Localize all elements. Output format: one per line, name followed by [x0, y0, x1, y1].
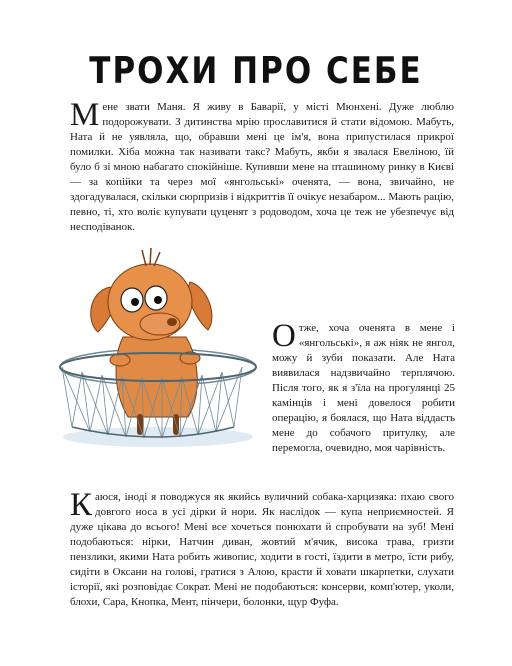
hair-tuft [142, 248, 160, 266]
left-paw [110, 354, 130, 366]
left-pupil [131, 298, 139, 306]
drop-cap: М [70, 97, 100, 133]
paragraph-text: аюся, іноді я поводжуся як якийсь вуличний собака-харцизяка: пхаю свого довгого носа в усі дірки й нори. Як наслідок — купа неприємностей. Я дуже цікава до всього! Мені все хочеться понюхати й спробувати на зуб! Мені подобаються: нірки, Натчин диван, жовтий м'ячик, висока трава, гризти пензлики, якими Ната робить живопис, ходити в гості, їздити в метро, їсти рибу, сидіти в Оксани на голові, гратися з Алою, красти й ховати шкарпетки, слухати історії, які розповідає Сократ. Мені не подобаються: консерви, комп'ютер, уколи, блохи, Сара, Кнопка, Мент, пінчери, болонки, щур Фуфа. [70, 491, 454, 608]
dog-body [116, 337, 197, 417]
nose [167, 318, 177, 326]
paragraph-angel [272, 318, 455, 456]
drop-cap: К [70, 487, 93, 523]
paragraph-text: ене звати Маня. Я живу в Баварії, у місті Мюнхені. Дуже люблю подорожувати. З дитинства мрію прославитися й стати відомою. Мабуть, Ната й не уявляла, що, обравши мені це ім'я, вона припустилася прикрої помилки. Хіба можна так називати такс? Мабуть, якби я звалася Евеліною, їй було б зі мною набагато спокійніше. Купивши мене на пташиному ринку в Києві — за копійки та через мої «янгольські» оченята, — вона, звичайно, не здогадувалася, скільки сюрпризів і відкриттів її очікує незабаром... Мають рацію, певно, ті, хто воліє купувати цуценят з родоводом, хоча це теж не убезпечує від несподіванок. [70, 101, 454, 233]
right-pupil [154, 296, 162, 304]
page-title: ТРОХИ ПРО СЕБЕ [89, 50, 423, 93]
paragraph-intro [70, 97, 454, 235]
paragraph-likes [70, 487, 454, 610]
dachshund-illustration [48, 232, 263, 457]
paragraph-text: тже, хоча оченята в мене і «янгольські», я аж ніяк не янгол, можу й зуби показати. Але Ната виявилася надзвичайно терплячою. Після того, як я з'їла на прогулянці 25 камінців і мені довелося робити операцію, я боялася, що Ната віддасть мене до собачого притулку, але перемогла, очевидно, моя чарівність. [272, 322, 455, 454]
drop-cap: О [272, 318, 296, 354]
